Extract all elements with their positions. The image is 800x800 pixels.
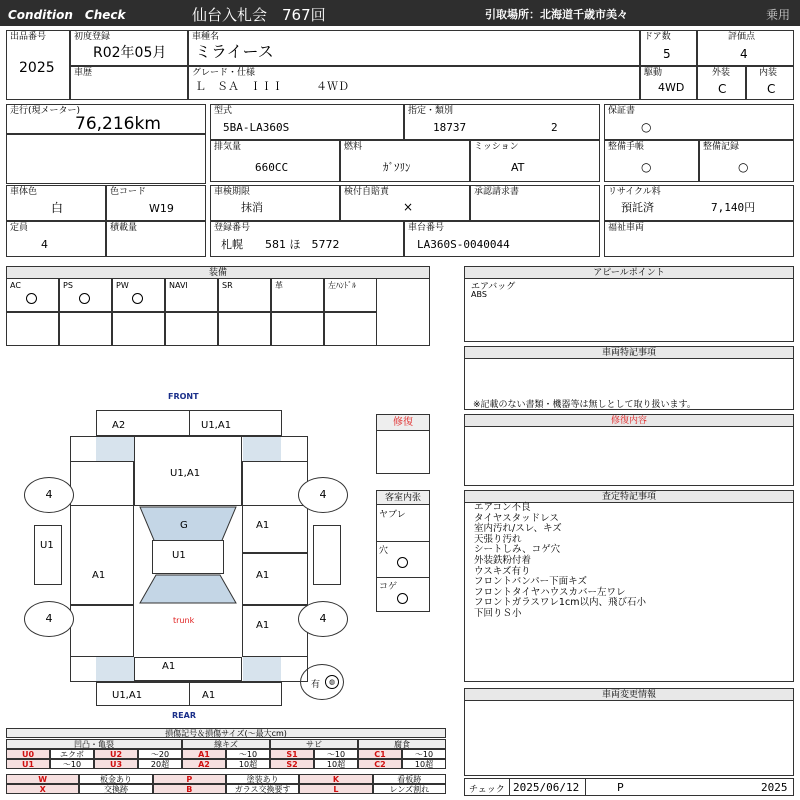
mileage-value: 76,216km [75,114,161,134]
legend-group: 腐食 [358,739,446,749]
legend-desc: 10超 [226,759,270,769]
inspect-line: フロントガラスワレ1cm以内、飛び石小 [474,597,646,609]
zone-rear-panel: A1 [162,661,176,672]
zone-rear-bumper-right: A1 [202,690,216,701]
class-value: 2 [551,121,558,134]
mission-label: ミッション [474,142,519,152]
special-note: ※記載のない書類・機器等は無しとして取り扱います。 [473,400,696,410]
repair-panel [464,414,794,486]
legend-desc: 10超 [314,759,358,769]
ext-cell [697,66,746,100]
legend-desc: 〜10 [314,749,358,759]
right-rear-door[interactable] [242,553,308,605]
own-value: × [403,200,414,214]
legend-group: 凹凸・亀裂 [6,739,182,749]
legend-desc: 10超 [402,759,446,769]
app-title: Condition Check [8,8,126,22]
left-doors[interactable] [70,505,134,605]
right-mirror[interactable] [313,525,341,585]
legend-title: 損傷記号＆損傷サイズ(〜最大cm) [6,728,446,738]
legend-code: B [153,784,226,794]
equipment-mark [79,293,90,307]
change-title: 車両変更情報 [465,689,793,701]
legend-desc: ガラス交換要す [226,784,299,794]
plate-value: 札幌 581 ほ 5772 [221,238,340,251]
legend-desc: 交換跡 [79,784,152,794]
zone-rear-bumper-left: U1,A1 [112,690,143,701]
equipment-empty [271,312,324,346]
inspect-line: 外装鉄粉付着 [474,555,532,566]
appeal-title: アピールポイント [465,267,793,279]
legend-group: 線キズ [182,739,270,749]
capacity-value: 4 [41,238,48,251]
legend-code: A1 [182,749,226,759]
zone-front-bumper-right: U1,A1 [201,420,232,431]
fuel-label: 燃料 [344,142,363,152]
designation-cell [404,104,600,140]
fuel-cell [340,140,470,182]
recycle-fee: 7,140円 [711,201,756,214]
int-label: 内装 [759,68,778,78]
warranty-label: 保証書 [608,106,636,116]
auction-title: 仙台入札会 767回 [192,6,326,24]
interior-item: コゲ [379,582,398,592]
rear-panel[interactable] [134,657,242,681]
repair-box [376,414,430,474]
records-cell [699,140,794,182]
legend-code: X [6,784,79,794]
plate-cell [210,221,404,257]
special-title: 車両特記事項 [465,347,793,359]
manual-label: 整備手帳 [608,142,645,152]
ext-label: 外装 [712,68,731,78]
warranty-cell [604,104,794,140]
type-cell [210,104,404,140]
grade-cell [188,66,640,100]
repair-title: 修復内容 [465,415,793,427]
zone-roof: U1 [172,550,186,561]
drive-value: 4WD [658,81,685,94]
interior-item: 穴 [379,546,389,556]
equipment-empty [165,312,218,346]
first-reg-label: 初度登録 [74,32,111,42]
category: 乗用 [766,8,791,22]
equipment-empty [324,312,377,346]
legend-desc: 〜10 [50,759,94,769]
inspect-line: フロントバンパー下面キズ [474,576,587,588]
grade-label: グレード・仕様 [192,68,256,78]
check-footer [464,778,794,796]
left-mirror[interactable] [34,525,62,585]
legend-desc: レンズ割れ [373,784,446,794]
legend-code: S2 [270,759,314,769]
equipment-mark [132,293,143,307]
equipment-item [6,278,59,312]
legend-desc: 〜10 [226,749,270,759]
rear-label: REAR [172,711,196,720]
equipment-mark [26,293,37,307]
front-label: FRONT [168,392,199,401]
records-label: 整備記録 [703,142,740,152]
check-number: 2025 [761,781,788,794]
inspect-line: 室内汚れ/スレ、キズ [474,523,562,535]
inspection-cell [210,185,340,221]
inspect-line: 下回りＳ小 [474,608,522,619]
spare-label: 有 [311,680,321,690]
equipment-item [165,278,218,312]
legend-code: S1 [270,749,314,759]
color-label: 車体色 [10,187,38,197]
interior-item: ヤブレ [379,510,406,520]
zone-right-rear-door: A1 [256,570,270,581]
special-panel [464,346,794,410]
zone-left-mirror: U1 [40,540,54,551]
check-mark: P [617,781,624,794]
manual-mark: ○ [641,160,652,174]
legend-desc: 塗装あり [226,774,299,784]
capacity-label: 定員 [10,223,29,233]
inspect-line: ウスキズ有り [474,565,531,577]
displacement-label: 排気量 [214,142,242,152]
equipment-title: 装備 [7,267,429,279]
lot-number: 2025 [19,60,55,76]
model-label: 車種名 [192,32,220,42]
fuel-value: ｶﾞｿﾘﾝ [383,161,411,174]
legend-code: C1 [358,749,402,759]
equipment-item [59,278,112,312]
equipment-name: 左ﾊﾝﾄﾞﾙ [328,281,356,290]
equipment-name: 革 [275,281,283,290]
inspect-line: エアコン不良 [474,502,531,513]
first-reg-value: R02年05月 [93,45,167,61]
legend-code: W [6,774,79,784]
history-cell [70,66,188,100]
legend-desc: 〜10 [402,749,446,759]
interior-title: 客室内张 [377,491,429,505]
legend-desc: 板金あり [79,774,152,784]
records-mark: ○ [738,160,749,174]
wheel-front-right[interactable]: 4 [298,477,348,513]
left-quarter[interactable] [70,605,134,657]
legend-code: L [299,784,372,794]
equipment-name: NAVI [169,281,188,290]
legend-desc: 20超 [138,759,182,769]
own-cell [340,185,470,221]
legend-code: A2 [182,759,226,769]
equipment-name: AC [10,281,21,290]
change-panel [464,688,794,776]
grade-value: Ｌ ＳＡ ＩＩＩ ４ＷＤ [195,80,349,93]
doors-label: ドア数 [644,32,671,42]
legend-code: U2 [94,749,138,759]
designation-label: 指定・類別 [408,106,454,116]
approval-label: 承認請求書 [474,187,520,197]
equipment-item [112,278,165,312]
drive-cell [640,66,697,100]
displacement-value: 660CC [255,161,289,174]
equipment-item [271,278,324,312]
score-value: 4 [740,47,748,61]
legend-desc: 看板跡 [373,774,446,784]
approval-cell [470,185,600,221]
appeal-panel [464,266,794,342]
welfare-label: 福祉車両 [608,223,645,233]
inspect-title: 査定特記事項 [465,491,793,503]
zone-right-front-door: A1 [256,520,270,531]
capacity-cell [6,221,106,257]
appeal-line: エアバッグ [471,282,516,292]
load-label: 積載量 [110,223,138,233]
legend-code: U0 [6,749,50,759]
zone-right-quarter: A1 [256,620,270,631]
equipment-name: PS [63,281,73,290]
lot-label: 出品番号 [10,32,47,42]
color-value: 白 [51,201,64,215]
interior-box [376,490,430,612]
displacement-cell [210,140,340,182]
wheel-rear-right[interactable]: 4 [298,601,348,637]
equipment-item [218,278,271,312]
recycle-label: リサイクル料 [608,187,661,197]
type-value: 5BA-LA360S [223,121,290,134]
wheel-rear-left[interactable]: 4 [24,601,74,637]
equipment-empty [112,312,165,346]
inspect-line: タイヤスタッドレス [474,512,559,524]
legend-code: P [153,774,226,784]
spare-icon: ◍ [325,675,339,689]
score-label: 評価点 [728,32,756,42]
model-cell [188,30,640,66]
type-label: 型式 [214,106,233,116]
mileage-extra [6,134,206,184]
chassis-cell [404,221,600,257]
inspection-value: 抹消 [241,201,263,214]
welfare-cell [604,221,794,257]
mileage-label: 走行(現メーター) [10,106,81,116]
legend-desc: エクボ [50,749,94,759]
score-cell [697,30,794,66]
doors-value: 5 [663,47,671,61]
legend-code: C2 [358,759,402,769]
int-value: C [767,82,776,96]
zone-front-bumper-left: A2 [112,420,126,431]
lot-cell [6,30,70,100]
check-label: チェック [469,785,505,795]
color-cell [6,185,106,221]
history-label: 車歴 [74,68,93,78]
doors-cell [640,30,697,66]
ext-value: C [718,82,727,96]
interior-mark [397,593,408,607]
recycle-cell [604,185,794,221]
trunk-label: trunk [173,616,195,625]
inspect-line: フロントタイヤハウスカバー左ワレ [474,586,626,598]
check-date: 2025/06/12 [513,781,580,794]
own-label: 検付自賠責 [344,187,390,197]
equipment-name: PW [116,281,129,290]
mission-cell [470,140,600,182]
mileage-cell [6,104,206,134]
equipment-name: SR [222,281,233,290]
color-code-value: W19 [149,202,174,215]
damage-legend [6,728,446,798]
appeal-line: ABS [471,290,487,299]
right-front-door[interactable] [242,505,308,553]
equipment-empty [6,312,59,346]
inspection-label: 車検期限 [214,187,251,197]
model-value: ミライース [195,42,274,61]
chassis-value: LA360S-0040044 [417,238,510,251]
spare-tire [300,664,344,700]
zone-hood: U1,A1 [170,468,201,479]
load-cell [106,221,206,257]
mission-value: AT [511,161,525,174]
legend-code: U3 [94,759,138,769]
wheel-front-left[interactable]: 4 [24,477,74,513]
roof[interactable] [152,540,224,574]
inspect-line: 天張り汚れ [474,533,522,545]
color-code-label: 色コード [110,187,147,197]
recycle-status: 預託済 [621,201,654,214]
zone-left-doors: A1 [92,570,106,581]
inspect-line: シートしみ、コゲ穴 [474,544,561,556]
chassis-label: 車台番号 [408,223,445,233]
equipment-empty [218,312,271,346]
legend-code: K [299,774,372,784]
legend-group: サビ [270,739,358,749]
header-bar [0,0,800,26]
left-front-fender[interactable] [70,461,134,505]
color-code-cell [106,185,206,221]
legend-code: U1 [6,759,50,769]
plate-label: 登録番号 [214,223,251,233]
int-cell [746,66,794,100]
drive-label: 駆動 [644,68,663,78]
first-reg-cell [70,30,188,66]
repair-box-label: 修復 [377,415,429,431]
manual-cell [604,140,699,182]
legend-desc: 〜20 [138,749,182,759]
warranty-mark: ○ [641,120,652,134]
zone-windshield: G [180,520,188,531]
equipment-item [324,278,377,312]
interior-mark [397,557,408,571]
pickup-location: 引取場所：北海道千歳市美々 [485,8,628,21]
equipment-empty [59,312,112,346]
designation-value: 18737 [433,121,467,134]
